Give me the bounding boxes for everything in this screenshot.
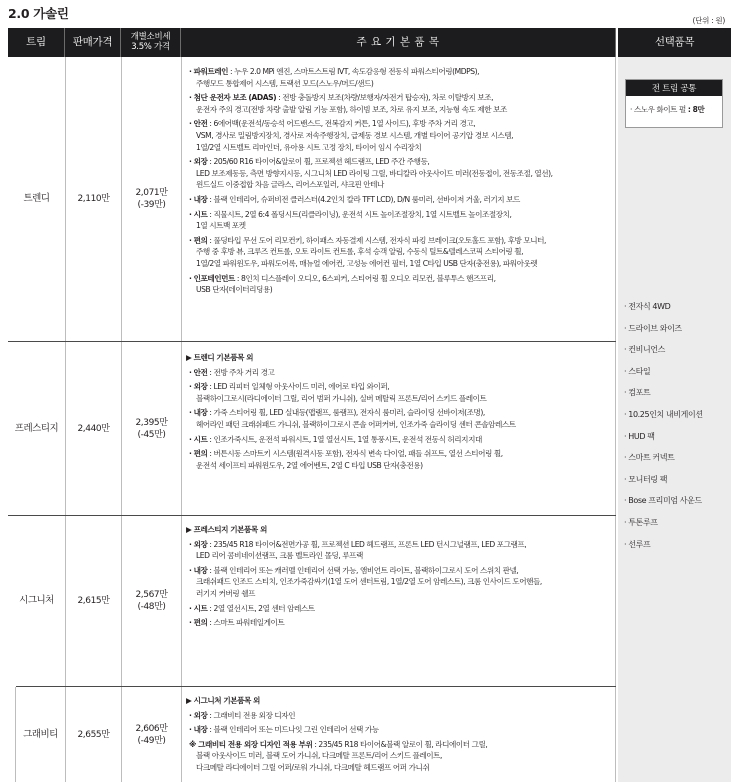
- trim-tax-price: [122, 342, 181, 515]
- feature-group: [186, 565, 604, 600]
- option-item: · HUD 팩: [624, 431, 655, 441]
- tax-price-value: 2,567만: [135, 590, 168, 600]
- feature-text: : LED 리피터 일체형 아웃사이드 미러, 에어로 타입 와이퍼,: [207, 382, 390, 392]
- feature-group: [186, 66, 604, 89]
- trim-price: 2,440만: [77, 423, 110, 434]
- header-price: 판매가격: [65, 28, 121, 57]
- feature-line: 블랙하이그로시(라디에이터 그릴, 리어 범퍼 가니쉬), 실버 메탈릭 프론트/리어 스키드 플레이트: [196, 393, 487, 403]
- option-item: · 투톤루프: [624, 517, 658, 527]
- feature-group-label: · 시트: [189, 603, 208, 613]
- feature-group: [186, 539, 604, 562]
- feature-group: [186, 118, 604, 153]
- header-trim: 트림: [8, 28, 65, 57]
- feature-base-heading: ▶ 프레스티지 기본품목 외: [186, 525, 267, 534]
- trim-name: 프레스티지: [14, 422, 59, 434]
- feature-group-label: · 인포테인먼트: [189, 273, 235, 283]
- feature-line: [189, 617, 604, 629]
- feature-group-label: · 안전: [189, 367, 208, 377]
- feature-line: 블랙 아웃사이드 미러, 블랙 도어 가니쉬, 다크메탈 프론트/리어 스키드 플레이트,: [196, 751, 443, 761]
- feature-group: [186, 724, 604, 736]
- trim-tax-price: [122, 516, 181, 686]
- feature-group: [186, 448, 604, 471]
- feature-line: [189, 273, 604, 285]
- feature-line: LED 리어 콤비네이션램프, 크롬 벨트라인 몰딩, 루프랙: [196, 551, 363, 561]
- feature-text: : 전방 충돌방지 보조(차량/보행자/자전거 탑승자), 차로 이탈방지 보조,: [276, 93, 494, 103]
- feature-group-label: · 내장: [189, 408, 208, 418]
- option-item: · 선루프: [624, 539, 651, 549]
- feature-text: : 6에어백(운전석/동승석 어드밴스드, 전복감지 커튼, 1열 사이드), 후방 주차 거리 경고,: [207, 119, 476, 129]
- feature-group: [186, 617, 604, 629]
- feature-group-label: · 내장: [189, 565, 208, 575]
- feature-text: : 그래비티 전용 외장 디자인: [207, 710, 296, 720]
- feature-group-label: · 시트: [189, 434, 208, 444]
- feature-group-label: ※ 그래비티 전용 외장 디자인 적용 부위: [189, 739, 313, 749]
- feature-group: [186, 156, 604, 191]
- feature-group: [186, 209, 604, 232]
- feature-line: 윈드실드 이중접합 차음 글라스, 리어스포일러, 샤크핀 안테나: [196, 180, 384, 190]
- unit-note: (단위 : 원): [692, 16, 725, 25]
- feature-text: : 전방 주차 거리 경고: [207, 367, 275, 377]
- trim-tax-price: [122, 687, 181, 782]
- feature-text: : 205/60 R16 타이어&알로이 휠, 프로젝션 헤드램프, LED 주간 주행등,: [207, 157, 430, 167]
- feature-line: 러기지 커버링 쉘프: [196, 588, 256, 598]
- feature-block: [186, 66, 604, 299]
- col-divider: [615, 57, 616, 782]
- option-item: · 모니터링 팩: [624, 474, 668, 484]
- feature-group: [186, 367, 604, 379]
- feature-block: [186, 524, 604, 632]
- option-item: · 컨비니언스: [624, 345, 665, 355]
- trim-price: 2,615만: [77, 596, 110, 606]
- feature-group-label: · 편의: [189, 235, 208, 245]
- feature-line: 주행 중 후방 뷰, 크루즈 컨트롤, 오토 라이트 컨트롤, 후석 승객 알림, 수동식 틸트&텔레스코픽 스티어링 휠,: [196, 247, 524, 257]
- common-option-title: 전 트림 공통: [626, 80, 722, 96]
- feature-text: : 블랙 인테리어 또는 캐러멜 인테리어 선택 가능, 앰비언트 라이트, 블랙하이그로시 도어 스위치 판넬,: [207, 565, 519, 575]
- trim-name: 트렌디: [23, 193, 50, 204]
- feature-group-label: · 내장: [189, 194, 208, 204]
- feature-line: USB 단자(데이터리딩용): [196, 285, 273, 295]
- feature-line: [189, 448, 604, 460]
- feature-line: VSM, 경사로 밀림방지장치, 경사로 저속주행장치, 급제동 경보 시스템, 개별 타이어 공기압 경보 시스템,: [196, 130, 514, 140]
- feature-text: : 풀딩타입 무선 도어 리모컨키, 하이패스 자동결제 시스템, 전자식 파킹 브레이크(오토홀드 포함), 후방 모니터,: [207, 235, 546, 245]
- option-item: · Bose 프리미엄 사운드: [624, 496, 702, 506]
- common-option-price: : 8만: [687, 105, 705, 114]
- feature-group-label: · 안전: [189, 119, 208, 129]
- feature-text: : 인조가죽시트, 운전석 파워시트, 1열 열선시트, 1열 통풍시트, 운전석 전동식 허리지지대: [207, 434, 482, 444]
- feature-group: [186, 710, 604, 722]
- option-list: [624, 296, 728, 555]
- feature-line: [189, 156, 604, 168]
- trim-price: 2,110만: [77, 194, 110, 204]
- feature-group-label: · 시트: [189, 209, 208, 219]
- col-divider: [181, 57, 182, 782]
- feature-line: 1열/2열 시트벨트 리마인더, 유아용 시트 고정 장치, 타이어 임시 수리장치: [196, 142, 422, 152]
- tax-price-diff: (-49만): [137, 735, 166, 746]
- trim-tax-price: [122, 57, 181, 341]
- feature-group-label: · 파워트레인: [189, 67, 229, 76]
- feature-line: [189, 434, 604, 446]
- feature-group: [186, 381, 604, 404]
- feature-line: [189, 235, 604, 247]
- feature-line: 다크메탈 라디에이터 그릴 어퍼/로워 가니쉬, 다크메탈 헤드램프 어퍼 가니쉬: [196, 762, 430, 772]
- option-item: · 컴포트: [624, 388, 651, 398]
- feature-text: : 버튼시동 스마트키 시스템(원격시동 포함), 전자식 변속 다이얼, 패들 쉬프트, 열선 스티어링 휠,: [207, 449, 503, 459]
- option-item: · 10.25인치 내비게이션: [624, 409, 703, 419]
- header-tax-line2: 3.5% 가격: [131, 41, 170, 52]
- option-item: · 스마트 커넥트: [624, 453, 675, 463]
- section-title: 2.0 가솔린: [8, 6, 69, 21]
- feature-text: : 235/45 R18 타이어&블랙 알로이 휠, 라디에이터 그릴,: [312, 739, 488, 749]
- feature-text: : 블랙 인테리어 또는 미드나잇 그린 인테리어 선택 가능: [207, 725, 379, 735]
- feature-line: [189, 118, 604, 130]
- feature-line: [189, 407, 604, 419]
- trim-name: 그래비티: [23, 728, 58, 740]
- feature-group-label: · 편의: [189, 618, 208, 628]
- feature-text: : 블랙 인테리어, 슈퍼비전 클러스터(4.2인치 칼라 TFT LCD), D/N 룸미러, 선바이저 거울, 러기지 보드: [207, 194, 520, 204]
- feature-line: [189, 724, 604, 736]
- feature-line: 운전석 세이프티 파워윈도우, 2열 에어벤트, 2열 C 타입 USB 단자(충전용): [196, 460, 423, 470]
- feature-text: : 직물시트, 2열 6:4 폴딩시트(리클라이닝), 운전석 시트 높이조절장치, 1열 시트벨트 높이조절장치,: [207, 209, 512, 219]
- option-item: · 스타일: [624, 366, 651, 376]
- feature-line: [189, 710, 604, 722]
- feature-group-label: · 외장: [189, 710, 208, 720]
- tax-price-value: 2,071만: [135, 188, 168, 198]
- trim-name: 시그니처: [19, 595, 54, 606]
- tax-price-value: 2,606만: [135, 723, 168, 734]
- option-item: · 전자식 4WD: [624, 302, 671, 311]
- feature-line: 크래쉬패드 인조드 스티치, 인조가죽감싸기(1열 도어 센터트림, 1열/2열 도어 암레스트), 크롬 인사이드 도어핸들,: [196, 577, 542, 587]
- common-option-box: [625, 79, 723, 128]
- header-tax-price: [121, 28, 181, 57]
- feature-group-label: · 내장: [189, 725, 208, 735]
- feature-group-label: · 첨단 운전자 보조 (ADAS): [189, 93, 277, 103]
- feature-line: 1열 시트백 포켓: [196, 221, 246, 231]
- feature-line: 헤어라인 패턴 크래쉬패드 가니쉬, 블랙하이그로시 콘솔 어퍼커버, 인조가죽 슬라이딩 센터 콘솔암레스트: [196, 419, 516, 429]
- feature-group-label: · 외장: [189, 539, 208, 549]
- feature-line: [189, 66, 604, 78]
- feature-group-label: · 외장: [189, 157, 208, 167]
- feature-line: 주행모드 통합제어 시스템, 트랙션 모드(스노우/머드/샌드): [196, 78, 374, 88]
- tax-price-value: 2,395만: [135, 417, 168, 428]
- feature-text: : 2열 열선시트, 2열 센터 암레스트: [207, 603, 315, 613]
- header-tax-line1: 개별소비세: [130, 32, 171, 42]
- feature-line: [189, 92, 604, 104]
- feature-group-label: · 외장: [189, 382, 208, 392]
- feature-text: : 8인치 디스플레이 오디오, 6스피커, 스티어링 휠 오디오 리모컨, 블루투스 핸즈프리,: [234, 273, 496, 283]
- feature-group: [186, 434, 604, 446]
- feature-group: [186, 92, 604, 115]
- feature-base-heading: ▶ 트렌디 기본품목 외: [186, 353, 254, 362]
- feature-text: : 스마트 파워테일게이트: [207, 618, 285, 628]
- header-options: 선택품목: [618, 28, 731, 57]
- feature-block: [186, 695, 604, 777]
- feature-group: [186, 194, 604, 206]
- trim-price: 2,655만: [77, 729, 110, 740]
- header-features: 주 요 기 본 품 목: [181, 28, 616, 57]
- feature-line: 1열/2열 파워윈도우, 파워도어록, 매뉴얼 에어컨, 고성능 에어컨 필터, 1열 C타입 USB 단자(충전용), 파워아웃렛: [196, 258, 538, 268]
- feature-text: : 누우 2.0 MPi 엔진, 스마트스트림 IVT, 속도감응형 전동식 파워스티어링(MDPS),: [228, 67, 480, 76]
- feature-text: : 235/45 R18 타이어&전면가공 휠, 프로젝션 LED 헤드램프, 프론트 LED 턴시그널램프, LED 포그램프,: [207, 539, 527, 549]
- option-item: · 드라이브 와이즈: [624, 323, 682, 333]
- tax-price-diff: (-45만): [137, 429, 166, 440]
- common-option-item: [626, 96, 722, 115]
- feature-group: [186, 273, 604, 296]
- feature-group: [186, 407, 604, 430]
- feature-group: [186, 235, 604, 270]
- feature-line: [189, 739, 604, 751]
- feature-line: [189, 209, 604, 221]
- feature-line: [189, 194, 604, 206]
- tax-price-diff: (-39만): [137, 200, 166, 210]
- feature-group-label: · 편의: [189, 449, 208, 459]
- feature-line: [189, 381, 604, 393]
- feature-line: [189, 367, 604, 379]
- common-option-label: · 스노우 화이트 펄: [630, 105, 686, 114]
- feature-line: LED 보조제동등, 측면 방향지시등, 시그니처 LED 라이팅 그릴, 바디칼라 아웃사이드 미러(전동접이, 전동조절, 열선),: [196, 168, 553, 178]
- tax-price-diff: (-48만): [137, 602, 166, 612]
- feature-group: [186, 603, 604, 615]
- feature-block: [186, 352, 604, 474]
- feature-line: 운전자 주의 경고(전방 차량 출발 알림 기능 포함), 하이빔 보조, 차로 유지 보조, 지능형 속도 제한 보조: [196, 104, 507, 114]
- feature-base-heading: ▶ 시그니처 기본품목 외: [186, 696, 260, 705]
- feature-line: [189, 603, 604, 615]
- feature-line: [189, 539, 604, 551]
- feature-group: [186, 739, 604, 774]
- feature-line: [189, 565, 604, 577]
- feature-text: : 가죽 스티어링 휠, LED 실내등(맵램프, 룸램프), 전자식 룸미러, 슬라이딩 선바이저(조명),: [207, 408, 485, 418]
